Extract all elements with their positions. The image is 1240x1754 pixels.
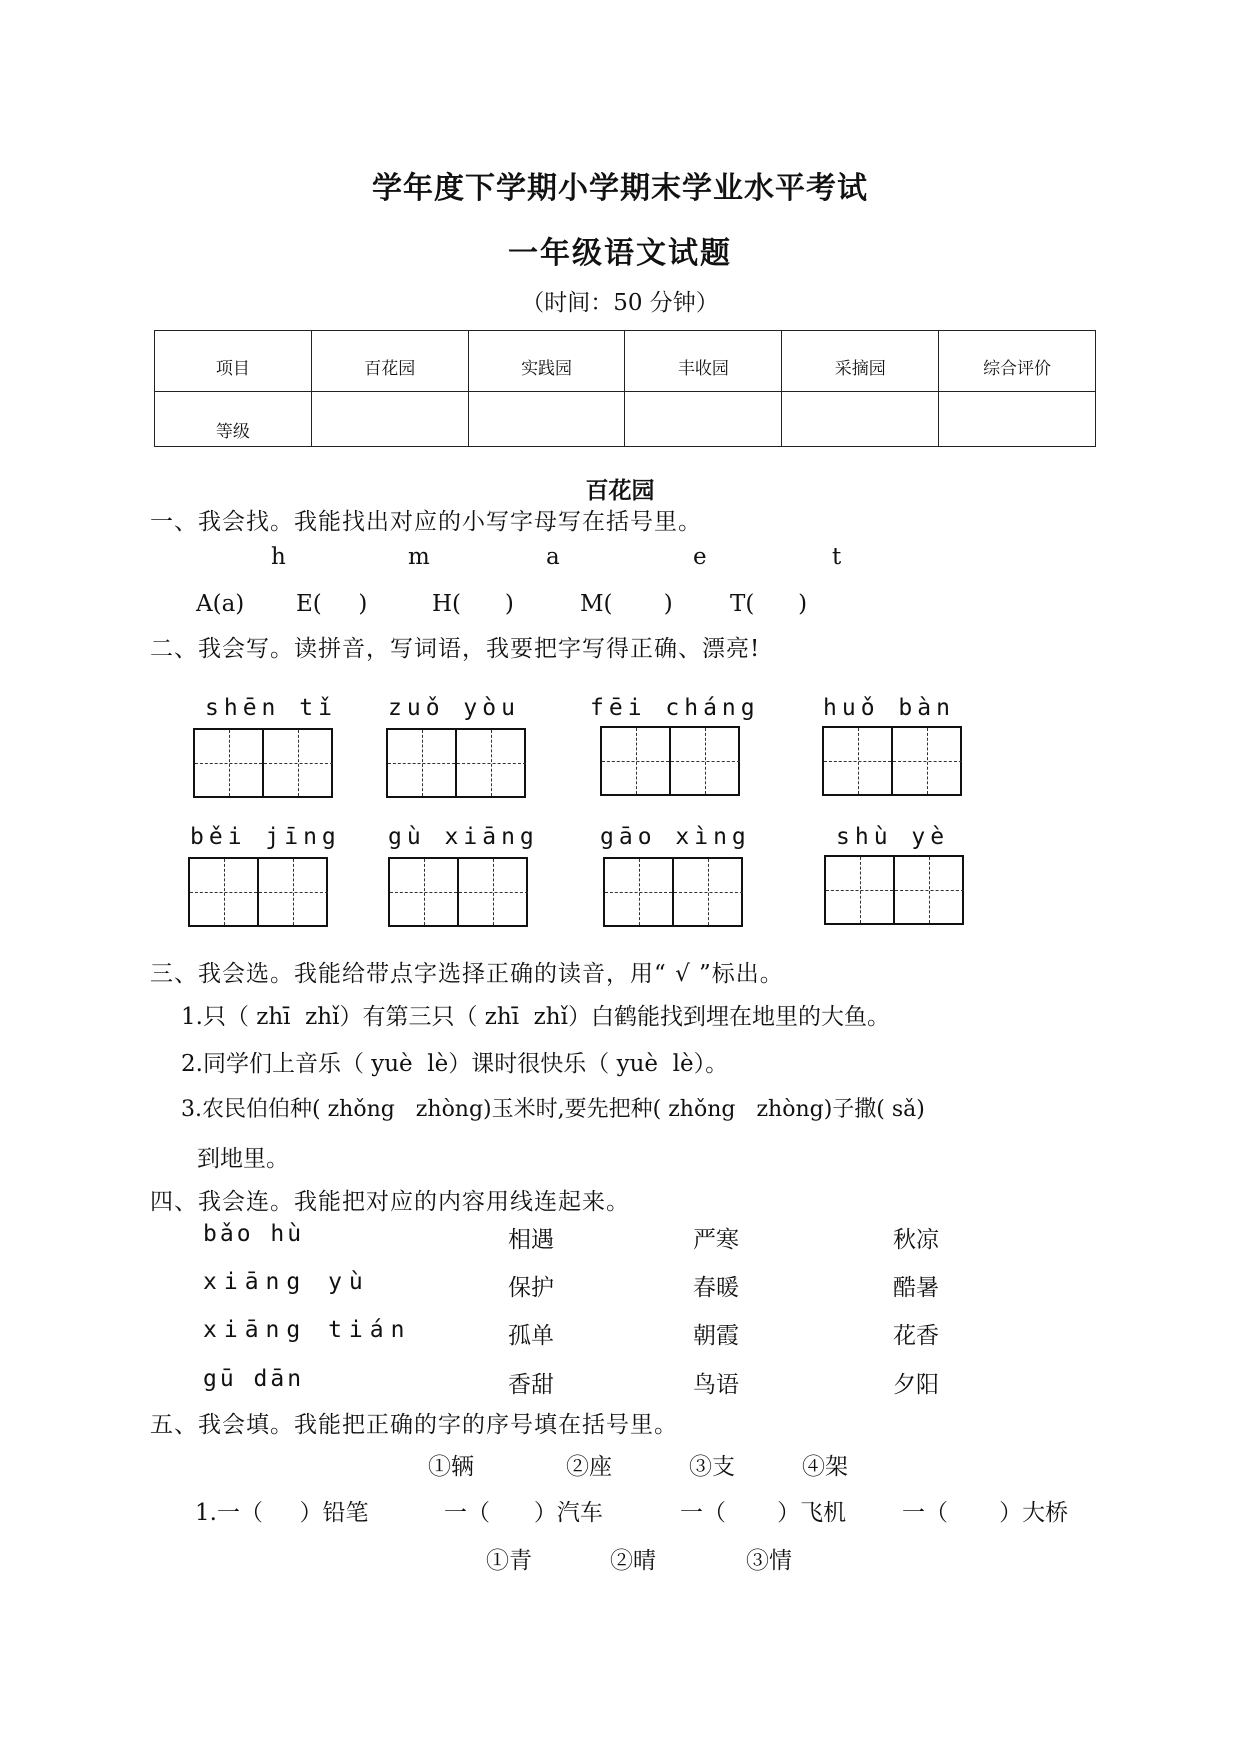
q1-answer: A(a) (196, 591, 245, 617)
writing-grid[interactable] (600, 726, 740, 796)
writing-grid[interactable] (824, 855, 964, 925)
q2-pinyin: shù yè (836, 824, 950, 850)
q4-word[interactable]: 相遇 (508, 1227, 554, 1253)
q2-pinyin: fēi cháng (590, 695, 760, 721)
q3-item: 3.农民伯伯种( zhǒng zhòng)玉米时,要先把种( zhǒng zhòng)子撒( sǎ) (181, 1097, 925, 1122)
writing-grid[interactable] (193, 728, 333, 798)
q5-option: ③情 (746, 1548, 792, 1574)
q1-prompt: 一、我会找。我能找出对应的小写字母写在括号里。 (150, 509, 702, 535)
exam-time: （时间：50 分钟） (521, 290, 719, 316)
section-title: 百花园 (585, 477, 655, 504)
grade-cell[interactable] (939, 392, 1096, 447)
q4-pinyin: bǎo hù (203, 1221, 305, 1247)
q3-item: 到地里。 (197, 1146, 289, 1172)
grade-cell[interactable] (782, 392, 939, 447)
q4-word[interactable]: 严寒 (693, 1227, 739, 1253)
q4-word[interactable]: 鸟语 (693, 1372, 739, 1398)
q1-answer[interactable]: M( ) (580, 591, 673, 617)
q2-pinyin: gù xiāng (388, 824, 539, 850)
q5-blank[interactable]: 1.一（ ）铅笔 (195, 1500, 369, 1526)
q5-option: ③支 (689, 1454, 735, 1480)
q5-blank[interactable]: 一（ ）飞机 (680, 1500, 847, 1526)
q4-word[interactable]: 秋凉 (893, 1227, 939, 1253)
exam-subtitle: 一年级语文试题 (508, 236, 732, 271)
q4-word[interactable]: 保护 (508, 1275, 554, 1301)
q4-word[interactable]: 夕阳 (893, 1372, 939, 1398)
q4-pinyin: xiāng tián (203, 1317, 412, 1343)
q5-blank[interactable]: 一（ ）汽车 (444, 1500, 603, 1526)
q4-word[interactable]: 花香 (893, 1323, 939, 1349)
writing-grid[interactable] (603, 857, 743, 927)
table-header-baihuayuan: 百花园 (311, 331, 468, 392)
q5-option: ②晴 (610, 1548, 656, 1574)
q2-pinyin: shēn tǐ (205, 695, 337, 721)
q2-pinyin: běi jīng (190, 824, 341, 850)
exam-title: 学年度下学期小学期末学业水平考试 (372, 171, 868, 206)
table-header-zonghepingjia: 综合评价 (939, 331, 1096, 392)
q4-prompt: 四、我会连。我能把对应的内容用线连起来。 (150, 1189, 630, 1215)
q2-pinyin: zuǒ yòu (388, 695, 520, 721)
q2-prompt: 二、我会写。读拼音，写词语，我要把字写得正确、漂亮! (150, 636, 761, 662)
q1-answer[interactable]: E( ) (296, 591, 368, 617)
q1-answer[interactable]: T( ) (730, 591, 808, 617)
q5-blank[interactable]: 一（ ）大桥 (902, 1500, 1069, 1526)
q4-pinyin: gū dān (203, 1366, 305, 1392)
writing-grid[interactable] (386, 728, 526, 798)
q4-word[interactable]: 春暖 (693, 1275, 739, 1301)
q1-letter: a (546, 544, 560, 570)
q4-pinyin: xiāng yù (203, 1269, 370, 1295)
table-row-label-grade: 等级 (155, 392, 312, 447)
q5-option: ④架 (802, 1454, 848, 1480)
q4-word[interactable]: 孤单 (508, 1323, 554, 1349)
grade-cell[interactable] (468, 392, 625, 447)
q1-letter: h (271, 544, 286, 570)
table-header-shijianyuan: 实践园 (468, 331, 625, 392)
table-header-item: 项目 (155, 331, 312, 392)
grade-cell[interactable] (311, 392, 468, 447)
q1-letter: e (693, 544, 707, 570)
q5-option: ①辆 (428, 1454, 474, 1480)
grade-cell[interactable] (625, 392, 782, 447)
q2-pinyin: gāo xìng (600, 824, 751, 850)
q5-prompt: 五、我会填。我能把正确的字的序号填在括号里。 (150, 1412, 678, 1438)
q3-prompt: 三、我会选。我能给带点字选择正确的读音，用“ √ ”标出。 (150, 961, 784, 987)
grade-table (154, 330, 1096, 447)
writing-grid[interactable] (188, 857, 328, 927)
q3-item: 2.同学们上音乐（ yuè lè）课时很快乐（ yuè lè）。 (181, 1051, 729, 1077)
table-header-caizhaiyuan: 采摘园 (782, 331, 939, 392)
q2-pinyin: huǒ bàn (823, 695, 955, 721)
q4-word[interactable]: 朝霞 (693, 1323, 739, 1349)
writing-grid[interactable] (822, 726, 962, 796)
q1-letter: t (832, 544, 842, 570)
q4-word[interactable]: 酷暑 (893, 1275, 939, 1301)
q4-word[interactable]: 香甜 (508, 1372, 554, 1398)
writing-grid[interactable] (388, 857, 528, 927)
q1-letter: m (408, 544, 430, 570)
table-header-fengshouyuan: 丰收园 (625, 331, 782, 392)
q1-answer[interactable]: H( ) (432, 591, 514, 617)
q3-item: 1.只（ zhī zhǐ）有第三只（ zhī zhǐ）白鹤能找到埋在地里的大鱼。 (181, 1004, 890, 1030)
q5-option: ②座 (566, 1454, 612, 1480)
q5-option: ①青 (486, 1548, 532, 1574)
